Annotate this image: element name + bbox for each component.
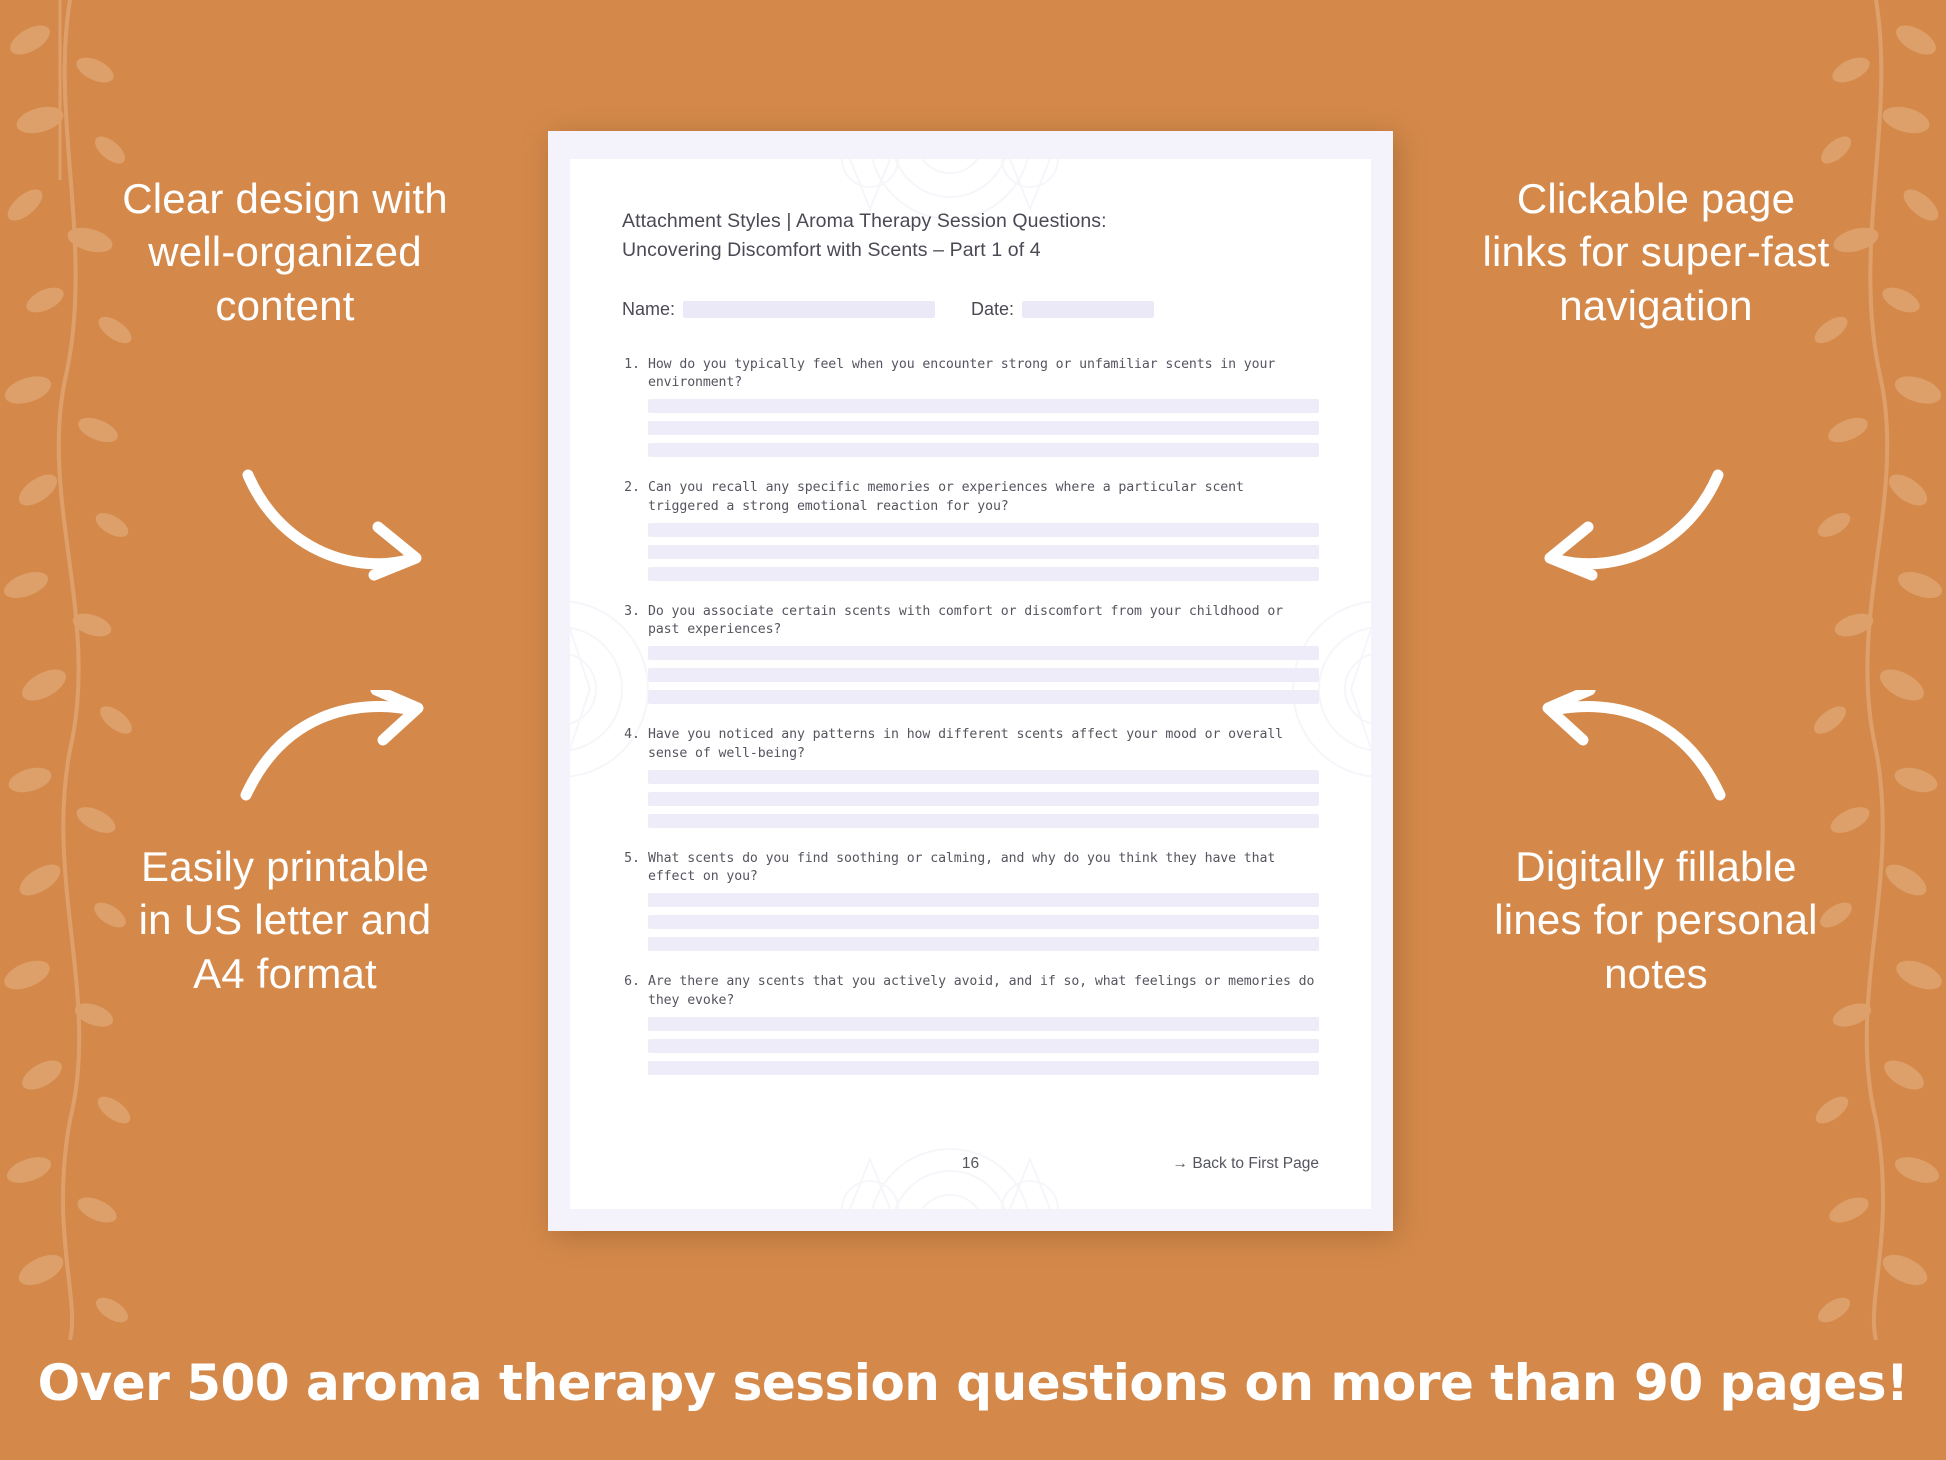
question-block — [622, 603, 1319, 704]
promo-clear-design: Clear design with well-organized content — [122, 175, 448, 329]
promo-printable: Easily printable in US letter and A4 format — [138, 843, 432, 997]
answer-line[interactable] — [648, 937, 1319, 951]
answer-line[interactable] — [648, 646, 1319, 660]
arrow-icon-bottom-left — [238, 690, 438, 815]
answer-line[interactable] — [648, 770, 1319, 784]
answer-line[interactable] — [648, 668, 1319, 682]
answer-line[interactable] — [648, 399, 1319, 413]
worksheet-page-inner — [570, 159, 1371, 1209]
worksheet-content — [570, 159, 1371, 1075]
worksheet-footer — [622, 1155, 1319, 1173]
mandala-watermark-bottom — [810, 1089, 1090, 1209]
answer-lines — [648, 770, 1319, 828]
arrow-icon-bottom-right — [1528, 690, 1728, 815]
back-to-first-page-link[interactable]: → Back to First Page — [1172, 1155, 1319, 1172]
question-number: 1. — [624, 356, 640, 372]
question-text: Do you associate certain scents with comfort or discomfort from your childhood or past experiences? — [648, 603, 1284, 638]
arrow-icon-top-right — [1528, 465, 1728, 590]
question-number: 6. — [624, 974, 640, 990]
answer-line[interactable] — [648, 814, 1319, 828]
question-number: 2. — [624, 480, 640, 496]
name-date-row — [622, 299, 1319, 320]
questions-list — [622, 356, 1319, 1075]
answer-line[interactable] — [648, 567, 1319, 581]
date-input[interactable] — [1022, 301, 1154, 318]
worksheet-title-line1: Attachment Styles | Aroma Therapy Session Questions: — [622, 210, 1107, 232]
date-label: Date: — [971, 298, 1015, 319]
bottom-banner: Over 500 aroma therapy session questions on more than 90 pages! — [37, 1354, 1909, 1412]
question-text: What scents do you find soothing or calming, and why do you think they have that effect on you? — [648, 850, 1276, 885]
answer-line[interactable] — [648, 1061, 1319, 1075]
answer-lines — [648, 646, 1319, 704]
answer-line[interactable] — [648, 915, 1319, 929]
question-text: How do you typically feel when you encounter strong or unfamiliar scents in your environment? — [648, 356, 1276, 391]
answer-line[interactable] — [648, 690, 1319, 704]
answer-line[interactable] — [648, 421, 1319, 435]
answer-lines — [648, 399, 1319, 457]
promo-clickable-links: Clickable page links for super-fast navigation — [1482, 175, 1830, 329]
question-number: 3. — [624, 603, 640, 619]
answer-lines — [648, 893, 1319, 951]
page-number: 16 — [961, 1155, 980, 1172]
question-number: 5. — [624, 850, 640, 866]
question-number: 4. — [624, 727, 640, 743]
question-block — [622, 356, 1319, 457]
question-block — [622, 726, 1319, 827]
answer-line[interactable] — [648, 545, 1319, 559]
answer-line[interactable] — [648, 1017, 1319, 1031]
answer-lines — [648, 1017, 1319, 1075]
answer-lines — [648, 523, 1319, 581]
worksheet-page — [548, 131, 1393, 1231]
question-block — [622, 479, 1319, 580]
question-text: Are there any scents that you actively avoid, and if so, what feelings or memories do they evoke? — [648, 974, 1315, 1008]
answer-line[interactable] — [648, 523, 1319, 537]
promo-fillable-lines: Digitally fillable lines for personal notes — [1494, 843, 1818, 997]
question-text: Have you noticed any patterns in how different scents affect your mood or overall sense of well-being? — [648, 727, 1284, 761]
name-input[interactable] — [683, 301, 935, 318]
question-block — [622, 850, 1319, 951]
worksheet-title-line2: Uncovering Discomfort with Scents – Part 1 of 4 — [622, 238, 1041, 261]
name-label: Name: — [622, 298, 676, 319]
question-text: Can you recall any specific memories or experiences where a particular scent triggered a strong emotional reaction for you? — [648, 480, 1244, 514]
answer-line[interactable] — [648, 1039, 1319, 1053]
question-block — [622, 973, 1319, 1074]
answer-line[interactable] — [648, 893, 1319, 907]
answer-line[interactable] — [648, 443, 1319, 457]
arrow-icon-top-left — [238, 465, 438, 590]
answer-line[interactable] — [648, 792, 1319, 806]
